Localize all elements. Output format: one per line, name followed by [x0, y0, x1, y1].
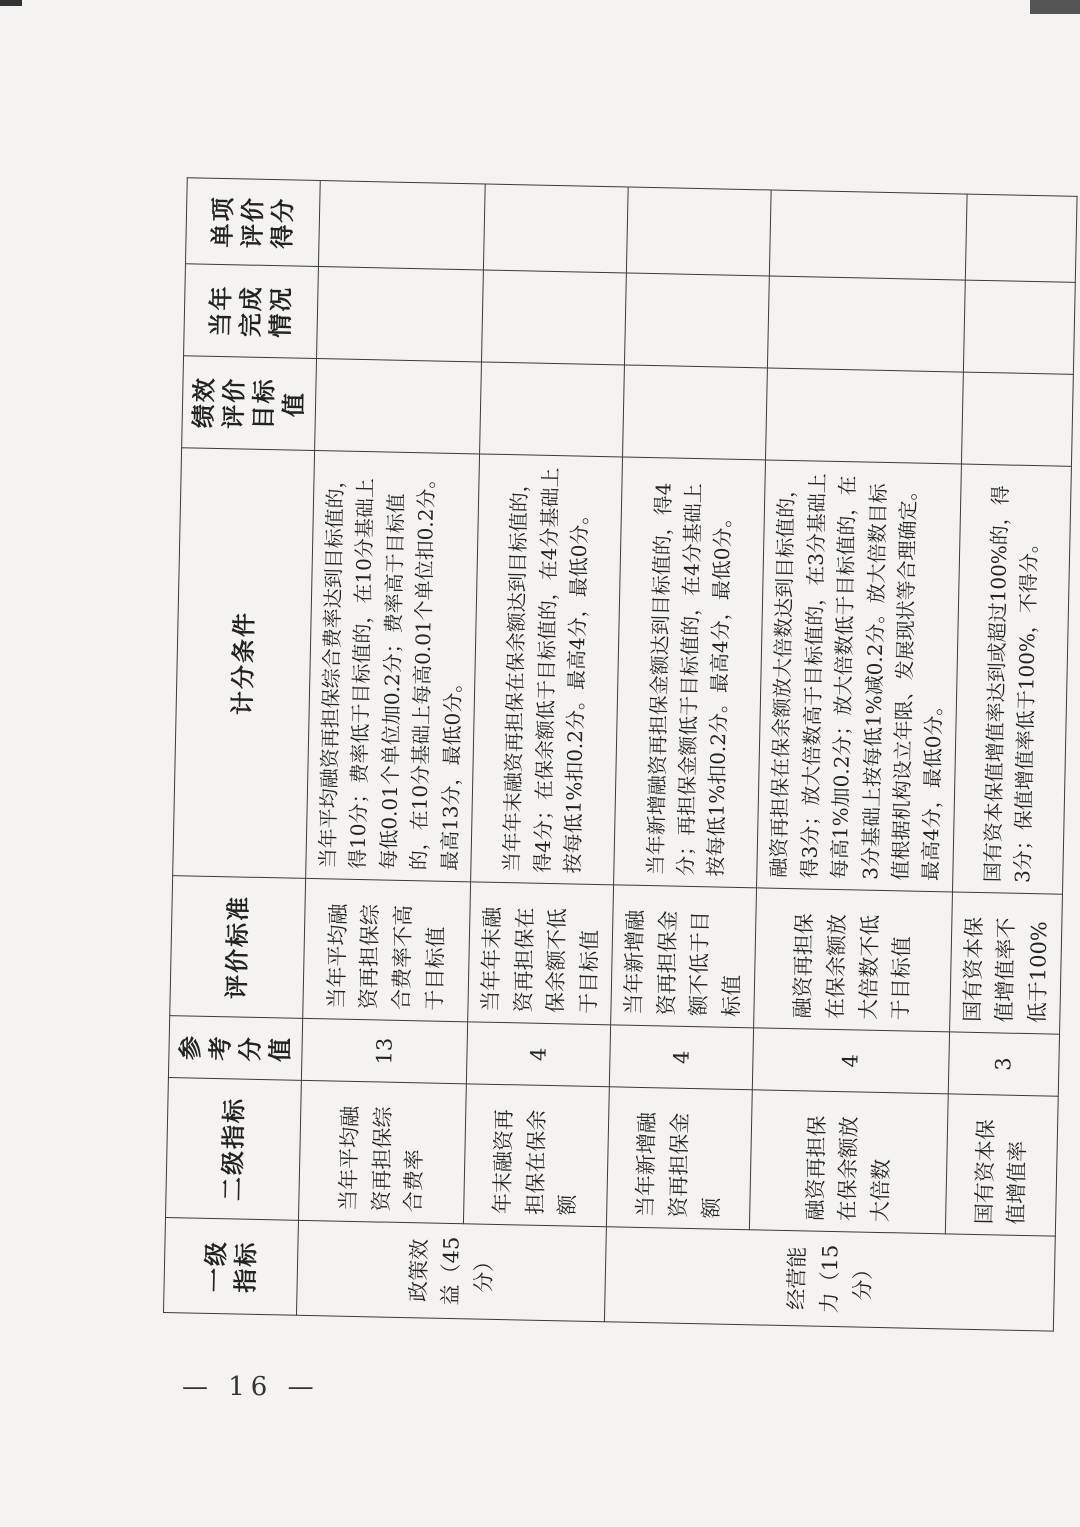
header-target: 绩效评价目标值	[182, 356, 317, 451]
header-standard: 评价标准	[170, 876, 306, 1019]
condition-cell: 当年年末融资再担保在保余额达到目标值的，得4分；在保余额低于目标值的，在4分基础上按每低1%扣0.2分。最高4分，最低0分。	[471, 454, 623, 885]
table-row	[296, 181, 485, 1319]
score-cell: 4	[609, 1025, 753, 1090]
level2-cell: 融资再担保在保余额放大倍数	[750, 1090, 948, 1234]
scan-edge-mark	[0, 0, 22, 6]
standard-cell: 国有资本保值增值率不低于100%	[949, 892, 1063, 1034]
condition-cell: 融资再担保在保余额放大倍数达到目标值的，得3分；放大倍数高于目标值的，在3分基础上每高1%加0.2分；放大倍数低于目标值的，在3分基础上按每低1%减0.2分。放大倍数目标值根据机构设立年限、发展现状等合理确定。最高4分，最低0分。	[757, 460, 961, 892]
target-cell	[961, 372, 1074, 466]
header-level2: 二级指标	[165, 1078, 301, 1221]
level2-cell: 当年平均融资再担保综合费率	[298, 1080, 466, 1223]
header-item-score: 单项评价得分	[185, 178, 320, 267]
completion-cell	[625, 273, 770, 368]
condition-cell: 当年新增融资再担保金额达到目标值的，得4分；再担保金额低于目标值的，在4分基础上按每低1%扣0.2分。最高4分，最低0分。	[614, 457, 766, 888]
item-score-cell	[965, 194, 1077, 282]
table-header-row	[164, 178, 321, 1316]
standard-cell: 融资再担保在保余额放大倍数不低于目标值	[754, 888, 952, 1032]
page-number: — 16 —	[182, 1372, 320, 1402]
target-cell	[315, 359, 482, 454]
condition-cell: 国有资本保值增值率达到或超过100%的，得3分；保值增值率低于100%，不得分。	[952, 464, 1072, 894]
item-score-cell	[483, 184, 628, 273]
standard-cell: 当年平均融资再担保综合费率不高于目标值	[303, 878, 471, 1021]
table-row	[748, 190, 967, 1329]
evaluation-table	[163, 177, 1078, 1331]
standard-cell: 当年年末融资再担保在保余额不低于目标值	[468, 882, 614, 1025]
header-level1: 一级指标	[164, 1218, 299, 1316]
completion-cell	[768, 276, 965, 372]
condition-cell: 当年平均融资再担保综合费率达到目标值的，得10分；费率低于目标值的，在10分基础上每低0.01个单位加0.2分；费率高于目标值的，在10分基础上每高0.01个单位扣0.2分。最高13分，最低0分。	[306, 450, 480, 881]
scan-edge-mark	[1030, 0, 1080, 14]
standard-cell: 当年新增融资再担保金额不低于目标值	[611, 885, 757, 1028]
header-completion: 当年完成情况	[184, 264, 319, 359]
target-cell	[623, 365, 768, 460]
score-cell: 4	[466, 1022, 610, 1087]
table-row	[461, 184, 628, 1322]
item-score-cell	[770, 190, 967, 280]
completion-cell	[481, 270, 626, 365]
header-score: 参考分值	[168, 1016, 302, 1081]
table-row	[605, 187, 772, 1325]
completion-cell	[317, 267, 484, 362]
level2-cell: 国有资本保值增值率	[945, 1094, 1059, 1236]
level2-cell: 当年新增融资再担保金额	[607, 1087, 753, 1230]
table-row	[943, 194, 1077, 1331]
rotated-table-container	[163, 178, 1052, 1330]
score-cell: 13	[301, 1018, 467, 1083]
completion-cell	[963, 280, 1076, 374]
score-cell: 4	[753, 1028, 950, 1094]
header-condition: 计分条件	[173, 448, 315, 879]
target-cell	[766, 368, 963, 464]
level1-cell: 经营能力（15分）	[605, 1227, 1056, 1331]
level1-cell: 政策效益（45分）	[296, 1220, 606, 1321]
level2-cell: 年末融资再担保在保余额	[463, 1084, 609, 1227]
score-cell: 3	[948, 1032, 1060, 1096]
item-score-cell	[318, 181, 485, 270]
target-cell	[480, 362, 625, 457]
item-score-cell	[627, 187, 772, 276]
